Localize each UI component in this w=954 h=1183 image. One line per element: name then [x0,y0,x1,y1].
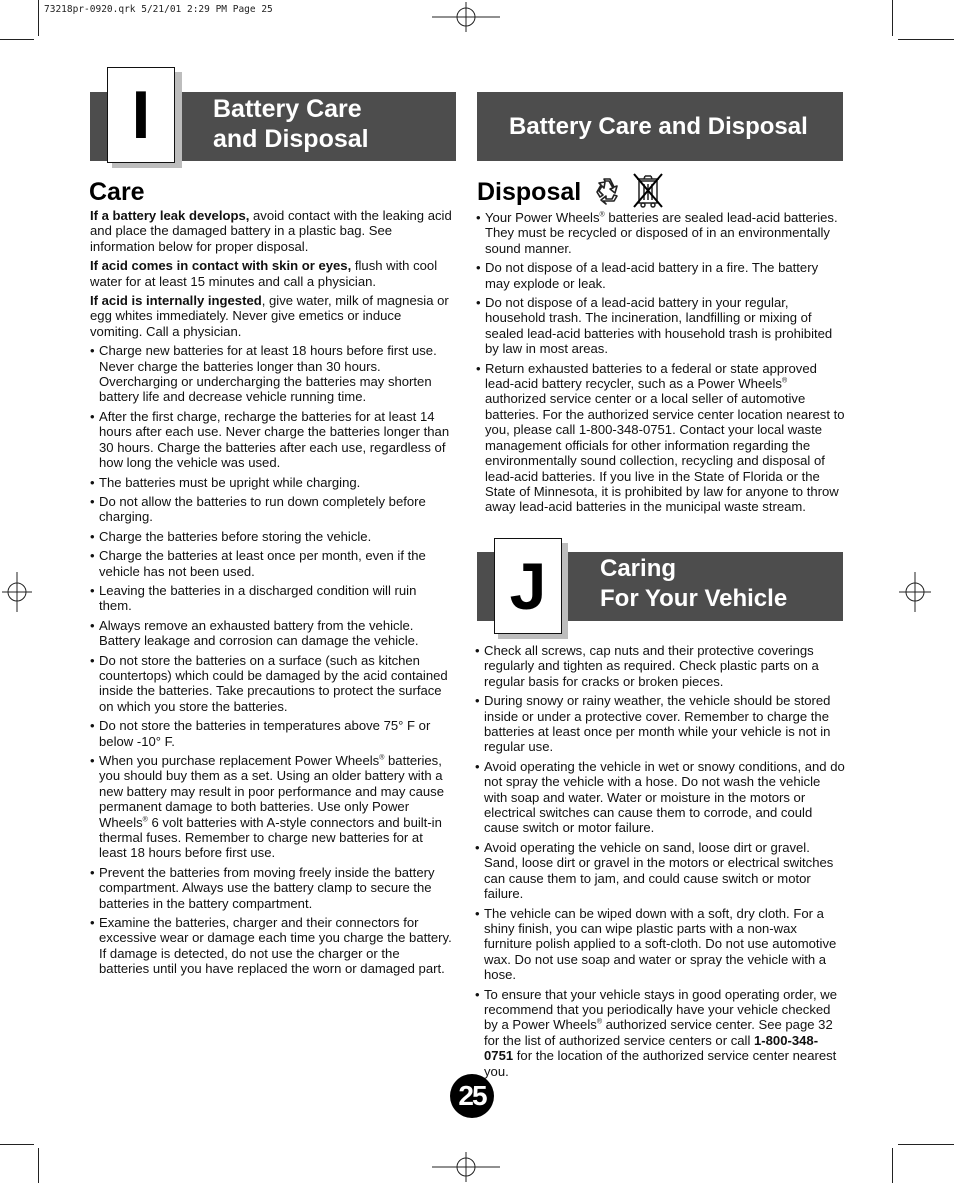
right-banner-title: Battery Care and Disposal [509,112,808,140]
page-number: 25 [450,1074,494,1118]
crop-mark [38,1148,39,1183]
list-item: • Prevent the batteries from moving freely inside the battery compartment. Always use the battery clamp to secure the batteries in the battery compartment. [90,865,452,911]
crop-mark [0,39,34,40]
list-item: • After the first charge, recharge the batteries for at least 14 hours after each use. Never charge the batteries longer than 30 hours. Charge the batteries after each use, regardless of how long the vehicle was used. [90,409,452,471]
list-item: • When you purchase replacement Power Wheels® batteries, you should buy them as a set. Using an older battery with a new battery may result in poor performance and may cause permanent damage to both batteries. Use only Power Wheels® 6 volt batteries with A-style connectors and built-in thermal fuses. Remember to charge new batteries for at least 18 hours before first use. [90,753,452,861]
section-j-title-line2: For Your Vehicle [600,585,788,612]
section-i-title-line2: and Disposal [213,125,369,153]
list-item: • Charge the batteries at least once per month, even if the vehicle has not been used. [90,548,452,579]
list-item: • Do not store the batteries in temperatures above 75° F or below -10° F. [90,718,452,749]
list-item: • Charge new batteries for at least 18 hours before first use. Never charge the batteries longer than 30 hours. Overcharging or undercharging the batteries may shorten battery life and decrease vehicle running time. [90,343,452,405]
list-item: • Check all screws, cap nuts and their protective coverings regularly and tighten as required. Check plastic parts on a regular basis for cracks or broken pieces. [475,643,845,689]
list-item: • Charge the batteries before storing the vehicle. [90,529,452,544]
crop-mark [0,1144,34,1145]
care-paragraph: If acid comes in contact with skin or eyes, flush with cool water for at least 15 minutes and call a physician. [90,258,438,289]
section-i-title-line1: Battery Care [213,95,362,123]
disposal-column [476,210,846,519]
list-item: • To ensure that your vehicle stays in good operating order, we recommend that you periodically have your vehicle checked by a Power Wheels® authorized service center. See page 32 for the list of authorized service centers or call 1-800-348-0751 for the location of the authorized service center nearest you. [475,987,845,1079]
care-paragraph: If a battery leak develops, avoid contact with the leaking acid and place the damaged battery in a plastic bag. See information below for proper disposal. [90,208,452,254]
crop-mark [892,1148,893,1183]
section-i-letter: I [107,67,175,163]
list-item: • Leaving the batteries in a discharged condition will ruin them. [90,583,452,614]
crop-mark [898,39,954,40]
list-item: • Avoid operating the vehicle in wet or snowy conditions, and do not spray the vehicle with a hose. Do not wash the vehicle with soap and water. Water or moisture in the motors or electrical switches can cause them to corrode, and could cause switch or motor failure. [475,759,845,836]
list-item: • Do not dispose of a lead-acid battery in your regular, household trash. The incineration, landfilling or mixing of sealed lead-acid batteries with household trash is prohibited by law in most areas. [476,295,846,357]
section-j-title-line1: Caring [600,555,677,582]
right-banner [477,92,843,161]
list-item: • Always remove an exhausted battery from the vehicle. Battery leakage and corrosion can damage the vehicle. [90,618,452,649]
print-header: 73218pr-0920.qrk 5/21/01 2:29 PM Page 25 [44,4,273,15]
section-j-letter: J [494,538,562,634]
care-column [90,208,452,981]
crop-mark [898,1144,954,1145]
list-item: • Your Power Wheels® batteries are sealed lead-acid batteries. They must be recycled or disposed of in an environmentally sound manner. [476,210,846,256]
list-item: • The vehicle can be wiped down with a soft, dry cloth. For a shiny finish, you can wipe plastic parts with a non-wax furniture polish applied to a soft-cloth. Do not use automotive wax. Do not use soap and water or spray the vehicle with a hose. [475,906,845,983]
list-item: • Do not dispose of a lead-acid battery in a fire. The battery may explode or leak. [476,260,846,291]
list-item: • During snowy or rainy weather, the vehicle should be stored inside or under a protective cover. Remember to charge the batteries at least once per month while your vehicle is not in regular use. [475,693,845,755]
list-item: • Do not store the batteries on a surface (such as kitchen countertops) which could be damaged by the acid contained inside the batteries. Take precautions to protect the surface on which you store the batteries. [90,653,452,715]
crop-mark [892,0,893,36]
list-item: • The batteries must be upright while charging. [90,475,452,490]
list-item: • Examine the batteries, charger and their connectors for excessive wear or damage each time you charge the battery. If damage is detected, do not use the charger or the batteries until you have replaced the worn or damaged part. [90,915,452,977]
disposal-heading: Disposal [477,178,582,206]
caring-column [475,643,845,1083]
crop-mark [38,0,39,36]
disposal-list [476,210,846,515]
registration-mark-icon [432,2,500,32]
registration-mark-icon [2,572,32,612]
crossed-out-bin-icon [632,171,664,209]
care-paragraph: If acid is internally ingested, give water, milk of magnesia or egg whites immediately. Never give emetics or induce vomiting. Call a physician. [90,293,449,339]
list-item: • Return exhausted batteries to a federal or state approved lead-acid battery recycler, such as a Power Wheels® authorized service center or a local seller of automotive batteries. For the authorized service center location nearest to you, please call 1-800-348-0751. Contact your local waste management officials for other information regarding the environmentally sound collection, recycling and disposal of lead-acid batteries. If you live in the State of Florida or the State of Minnesota, it is prohibited by law for anyone to throw away lead-acid batteries in the municipal waste stream. [476,361,846,515]
caring-list [475,643,845,1079]
recycle-icon [592,175,624,207]
registration-mark-icon [899,572,931,612]
care-heading: Care [89,178,145,206]
list-item: • Do not allow the batteries to run down completely before charging. [90,494,452,525]
care-list [90,343,452,976]
list-item: • Avoid operating the vehicle on sand, loose dirt or gravel. Sand, loose dirt or gravel in the motors or electrical switches can cause them to jam, and could cause switch or motor failure. [475,840,845,902]
registration-mark-icon [432,1152,500,1182]
